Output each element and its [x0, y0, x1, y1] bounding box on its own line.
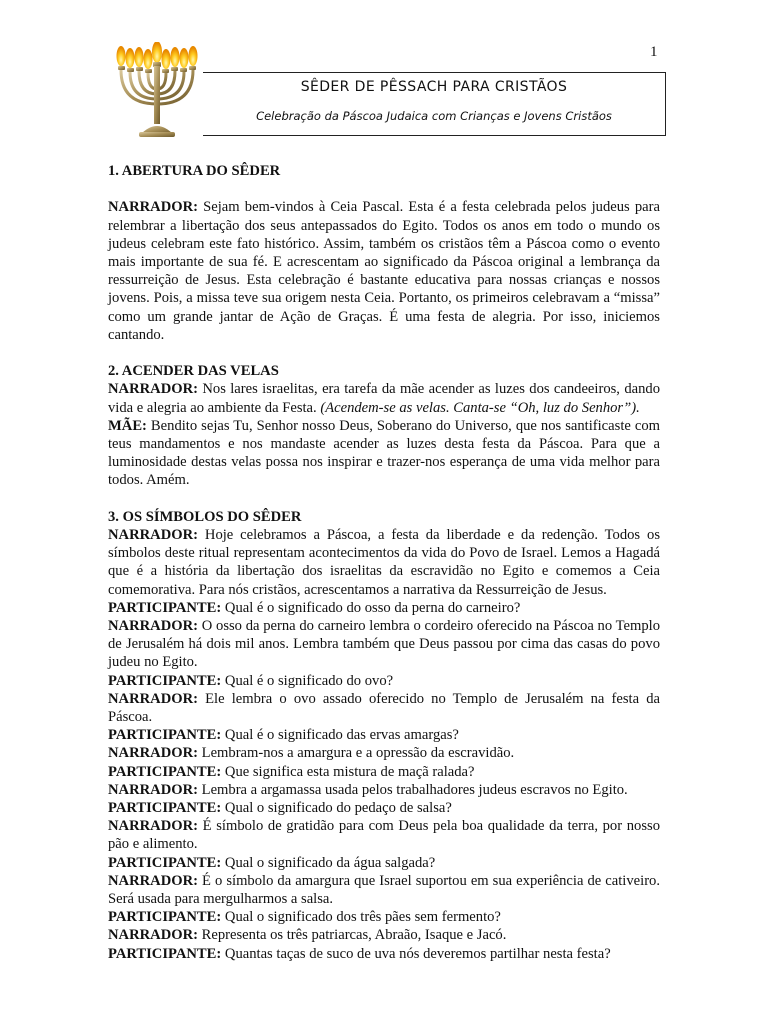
dialogue-text: É símbolo de gratidão para com Deus pela boa qualidade da terra, por nosso pão e alimento. [108, 818, 660, 853]
dialogue-text: Quantas taças de suco de uva nós deveremos partilhar nesta festa? [221, 945, 611, 962]
dialogue-line [108, 726, 660, 744]
dialogue-line [108, 617, 660, 672]
dialogue-text: O osso da perna do carneiro lembra o cordeiro oferecido na Páscoa no Templo de Jerusalém há dois mil anos. Lembra também que Deus passou por cima das casas do povo judeu no Egito. [108, 618, 660, 671]
speaker-label: NARRADOR: [108, 199, 198, 216]
dialogue-text: Qual o significado do pedaço de salsa? [221, 800, 452, 817]
speaker-label: NARRADOR: [108, 618, 198, 635]
speaker-label: NARRADOR: [108, 872, 198, 889]
dialogue-line [108, 945, 660, 963]
dialogue-line [108, 872, 660, 908]
dialogue-text: Que significa esta mistura de maçã ralada? [221, 763, 475, 780]
dialogue-line [108, 854, 660, 872]
dialogue-line [108, 763, 660, 781]
dialogue-text: Qual é o significado do ovo? [221, 672, 394, 689]
speaker-label: NARRADOR: [108, 527, 198, 544]
speaker-label: NARRADOR: [108, 818, 198, 835]
dialogue-text: Bendito sejas Tu, Senhor nosso Deus, Soberano do Universo, que nos santificaste com teus mandamentos e nos mandaste acender as luzes desta festa da Páscoa. Para que a luminosidade destas velas possa nos inspirar e trazer-nos esperança de uma vida melhor para todos. Amém. [108, 417, 660, 489]
dialogue-text: É o símbolo da amargura que Israel suportou em sua experiência de cativeiro. Será usada para mergulharmos a salsa. [108, 872, 660, 908]
dialogue-line [108, 599, 660, 617]
dialogue-line [108, 198, 660, 344]
speaker-label: PARTICIPANTE: [108, 599, 222, 616]
dialogue-line [108, 526, 660, 599]
dialogue-text: Qual o significado da água salgada? [221, 854, 436, 871]
dialogue-text: Ele lembra o ovo assado oferecido no Templo de Jerusalém na festa da Páscoa. [108, 690, 660, 726]
dialogue-line [108, 908, 660, 926]
speaker-label: NARRADOR: [108, 381, 198, 398]
dialogue-line [108, 417, 660, 490]
section-heading: 2. ACENDER DAS VELAS [108, 363, 279, 380]
dialogue-text: Lembram-nos a amargura e a opressão da escravidão. [198, 745, 515, 762]
section [108, 362, 660, 489]
speaker-label: NARRADOR: [108, 927, 198, 944]
speaker-label: NARRADOR: [108, 781, 198, 798]
speaker-label: PARTICIPANTE: [108, 727, 222, 744]
dialogue-line [108, 781, 660, 799]
dialogue-text: Qual é o significado das ervas amargas? [221, 727, 459, 744]
dialogue-line [108, 799, 660, 817]
document-body [108, 162, 660, 963]
dialogue-text: Qual o significado dos três pães sem fermento? [221, 909, 501, 926]
speaker-label: PARTICIPANTE: [108, 800, 222, 817]
menorah-icon [113, 42, 201, 140]
stage-direction: (Acendem-se as velas. Canta-se “Oh, luz do Senhor”). [320, 399, 640, 416]
dialogue-line [108, 380, 660, 416]
dialogue-text: Nos lares israelitas, era tarefa da mãe acender as luzes dos candeeiros, dando vida e alegria ao ambiente da Festa. [108, 381, 660, 416]
speaker-label: PARTICIPANTE: [108, 945, 222, 962]
dialogue-line [108, 926, 660, 944]
speaker-label: PARTICIPANTE: [108, 909, 222, 926]
dialogue-text: Qual é o significado do osso da perna do carneiro? [221, 599, 521, 616]
page-number: 1 [650, 44, 658, 60]
dialogue-line [108, 817, 660, 853]
speaker-label: MÃE: [108, 417, 147, 434]
speaker-label: NARRADOR: [108, 745, 198, 762]
speaker-label: PARTICIPANTE: [108, 854, 222, 871]
speaker-label: PARTICIPANTE: [108, 763, 222, 780]
dialogue-text: Lembra a argamassa usada pelos trabalhadores judeus escravos no Egito. [198, 781, 628, 798]
dialogue-text: Sejam bem-vindos à Ceia Pascal. Esta é a festa celebrada pelos judeus para relembrar a libertação dos seus antepassados do Egito. Todos os anos em todo o mundo os judeus celebram este fato histórico. Assim, também os cristãos têm a Páscoa como o evento mais importante de sua fé. E acrescentam ao significado da Páscoa original a lembrança da ressurreição de Jesus. Esta celebração é bastante educativa para nossas crianças e nossos jovens. Pois, a missa teve sua origem nesta Ceia. Portanto, os primeiros celebravam a “missa” como um grande jantar de Ação de Graças. É uma festa de alegria. Por isso, iniciemos cantando. [108, 199, 660, 343]
speaker-label: PARTICIPANTE: [108, 672, 222, 689]
header-box [203, 72, 666, 136]
dialogue-line [108, 672, 660, 690]
section [108, 508, 660, 963]
document-subtitle: Celebração da Páscoa Judaica com Crianças e Jovens Cristãos [256, 109, 612, 123]
speaker-label: NARRADOR: [108, 690, 198, 707]
section-heading: 1. ABERTURA DO SÊDER [108, 163, 281, 179]
dialogue-line [108, 744, 660, 762]
dialogue-text: Hoje celebramos a Páscoa, a festa da liberdade e da redenção. Todos os símbolos deste ritual representam acontecimentos da vida do Povo de Israel. Lemos a Hagadá que é a história da libertação dos israelitas da escravidão no Egito e comemos a Ceia comemorativa. Para nós cristãos, acrescentamos a narrativa da Ressurreição de Jesus. [108, 527, 660, 598]
dialogue-text: Representa os três patriarcas, Abraão, Isaque e Jacó. [198, 927, 507, 944]
section [108, 162, 660, 344]
document-title: SÊDER DE PÊSSACH PARA CRISTÃOS [300, 79, 568, 95]
dialogue-line [108, 690, 660, 726]
section-heading: 3. OS SÍMBOLOS DO SÊDER [108, 508, 302, 525]
